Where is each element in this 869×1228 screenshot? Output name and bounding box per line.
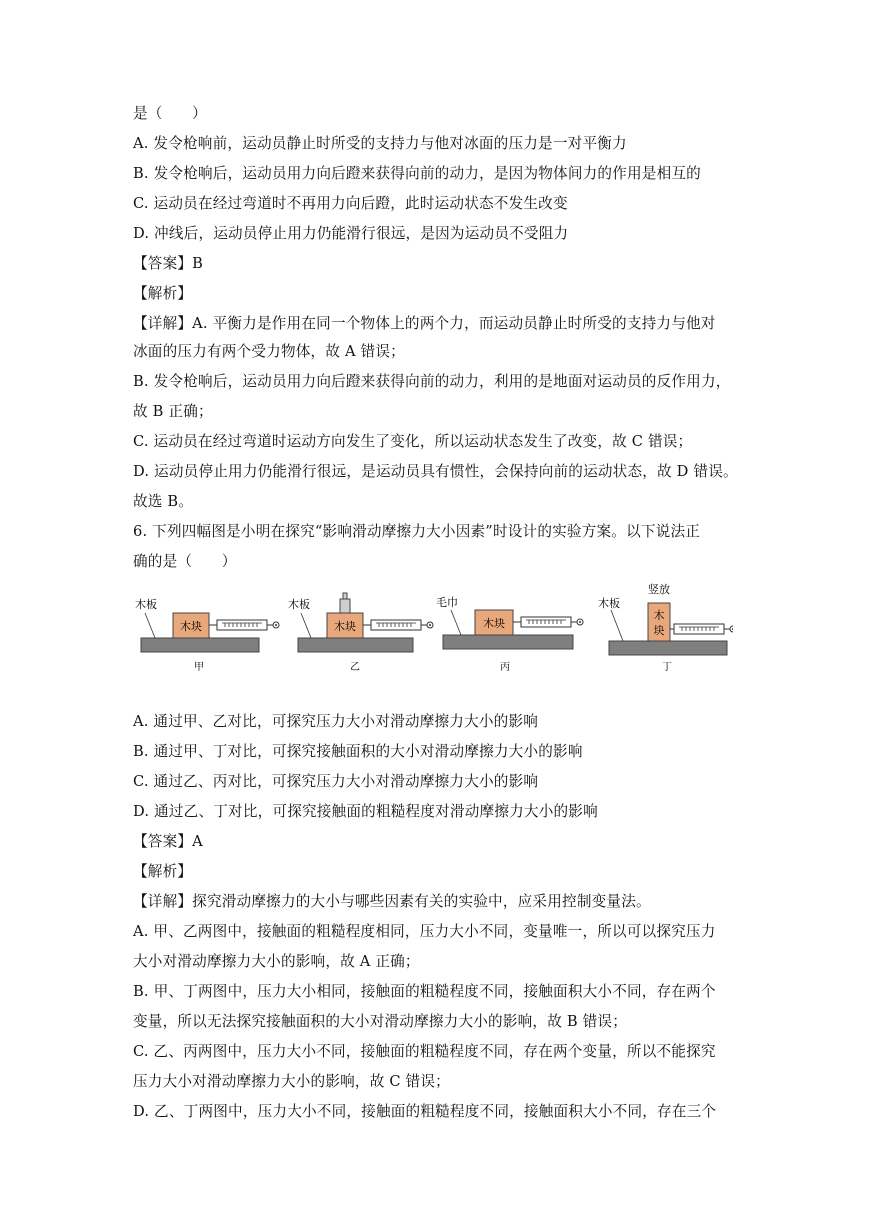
q6-analysis-line: 大小对滑动摩擦力大小的影响，故 A 正确； [133,953,420,970]
panel-caption: 乙 [350,662,360,673]
q5-option-c: C. 运动员在经过弯道时不再用力向后蹬，此时运动状态不发生改变 [133,195,568,212]
surface-label: 木板 [135,598,157,611]
q5-analysis-line: 故选 B。 [133,493,194,510]
block-label-top: 木 [653,609,665,622]
q6-analysis-line: 【详解】探究滑动摩擦力的大小与哪些因素有关的实验中，应采用控制变量法。 [133,893,651,910]
q6-analysis-line: B. 甲、丁两图中，压力大小相同，接触面的粗糙程度不同，接触面积大小不同，存在两个 [133,983,716,1000]
q5-analysis-line: C. 运动员在经过弯道时运动方向发生了变化，所以运动状态发生了改变，故 C 错误； [133,433,693,450]
q6-analysis-line: 变量，所以无法探究接触面积的大小对滑动摩擦力大小的影响，故 B 错误； [133,1013,628,1030]
q5-analysis-title: 【解析】 [133,285,193,302]
wood-board [298,638,413,652]
panel-jia [135,597,279,673]
q6-stem-line: 6. 下列四幅图是小明在探究“影响滑动摩擦力大小因素”时设计的实验方案。以下说法正 [133,523,701,540]
q6-analysis-title: 【解析】 [133,863,193,880]
q5-analysis-line: 【详解】A. 平衡力是作用在同一个物体上的两个力，而运动员静止时所受的支持力与他对 [133,315,716,332]
q5-analysis-line: 冰面的压力有两个受力物体，故 A 错误； [133,343,405,360]
wood-board [141,638,259,652]
q6-analysis-line: D. 乙、丁两图中，压力大小不同，接触面的粗糙程度不同，接触面积大小不同，存在三个 [133,1103,717,1120]
spring-scale [521,617,583,627]
q6-option-c: C. 通过乙、丙对比，可探究压力大小对滑动摩擦力大小的影响 [133,773,539,790]
panel-yi [288,593,433,673]
panel-bing [436,595,583,673]
block-label: 木块 [180,620,202,633]
panel-caption: 甲 [194,662,204,673]
q5-stem-tail: 是（ ） [133,105,207,122]
surface-label: 木板 [598,597,620,610]
q6-option-a: A. 通过甲、乙对比，可探究压力大小对滑动摩擦力大小的影响 [133,713,539,730]
q5-option-d: D. 冲线后，运动员停止用力仍能滑行很远，是因为运动员不受阻力 [133,225,569,242]
block-label-bottom: 块 [653,624,665,637]
spring-scale [371,620,433,630]
wood-board [609,641,727,655]
spring-scale [217,620,279,630]
q6-analysis-line: 压力大小对滑动摩擦力大小的影响，故 C 错误； [133,1073,450,1090]
q6-option-d: D. 通过乙、丁对比，可探究接触面的粗糙程度对滑动摩擦力大小的影响 [133,803,598,820]
q6-analysis-line: A. 甲、乙两图中，接触面的粗糙程度相同，压力大小不同，变量唯一，所以可以探究压力 [133,923,716,940]
vertical-label: 竖放 [648,583,670,596]
q5-analysis-line: 故 B 正确； [133,403,213,420]
q5-analysis-line: D. 运动员停止用力仍能滑行很远，是运动员具有惯性，会保持向前的运动状态，故 D 错误。 [133,463,738,480]
q5-option-a: A. 发令枪响前，运动员静止时所受的支持力与他对冰面的压力是一对平衡力 [133,135,627,152]
weight-icon [340,593,350,613]
q5-answer: 【答案】B [133,255,204,272]
friction-experiment-figure [133,583,733,673]
q6-option-b: B. 通过甲、丁对比，可探究接触面积的大小对滑动摩擦力大小的影响 [133,743,583,760]
surface-label: 毛巾 [436,596,458,609]
spring-scale [674,624,733,634]
block-label: 木块 [334,620,356,633]
q5-option-b: B. 发令枪响后，运动员用力向后蹬来获得向前的动力，是因为物体间力的作用是相互的 [133,165,701,182]
q5-analysis-line: B. 发令枪响后，运动员用力向后蹬来获得向前的动力，利用的是地面对运动员的反作用力， [133,373,731,390]
panel-ding [598,583,733,673]
towel-board [443,635,573,649]
panel-caption: 丁 [662,662,672,673]
q6-answer: 【答案】A [133,833,203,850]
block-label: 木块 [483,617,505,630]
q6-stem-line: 确的是（ ） [133,553,237,570]
panel-caption: 丙 [500,662,510,673]
q6-analysis-line: C. 乙、丙两图中，压力大小不同，接触面的粗糙程度不同，存在两个变量，所以不能探究 [133,1043,716,1060]
surface-label: 木板 [288,598,310,611]
